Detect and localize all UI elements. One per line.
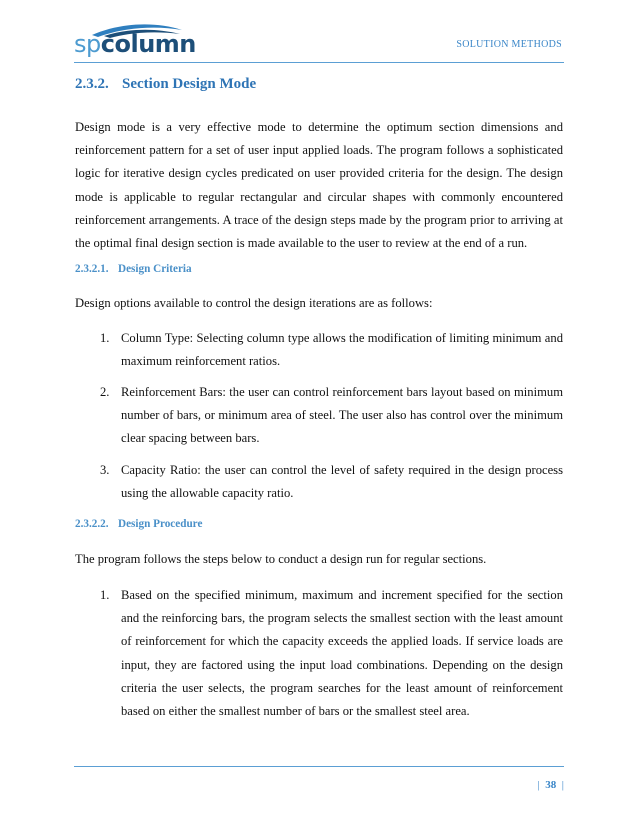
- footer-rule: [74, 766, 564, 767]
- header-section-title: SOLUTION METHODS: [456, 39, 562, 50]
- page-separator: |: [561, 779, 564, 791]
- procedure-lead: The program follows the steps below to conduct a design run for regular sections.: [75, 552, 487, 566]
- page-number: [538, 779, 564, 791]
- criteria-lead: Design options available to control the design iterations are as follows:: [75, 296, 433, 310]
- list-item: [100, 381, 563, 451]
- logo-text: [74, 31, 196, 57]
- logo-prefix: sp: [74, 30, 101, 58]
- list-item: [100, 327, 563, 373]
- list-marker: 3.: [100, 463, 110, 477]
- list-marker: 1.: [100, 331, 110, 345]
- procedure-heading: [75, 518, 202, 530]
- section-title: Section Design Mode: [122, 76, 257, 92]
- criteria-title: Design Criteria: [118, 263, 192, 275]
- page-separator: |: [537, 779, 540, 791]
- page-number-value: 38: [545, 779, 557, 791]
- list-item-text: Based on the specified minimum, maximum and increment specified for the section and the reinforcing bars, the program selects the smallest section with the least amount of reinforcement for which the capacity exceeds the applied loads. If service loads are input, they are factored using the input load combinations. Depending on the design criteria the user selects, the program searches for the least amount of reinforcement based on either the smallest number of bars or the smallest steel area.: [121, 588, 563, 719]
- list-item-text: Column Type: Selecting column type allows the modification of limiting minimum and maximum reinforcement ratios.: [121, 331, 563, 369]
- criteria-number: 2.3.2.1.: [75, 263, 109, 275]
- logo-name: column: [100, 30, 196, 58]
- section-heading: [75, 76, 256, 93]
- list-item-text: Capacity Ratio: the user can control the level of safety required in the design process using the allowable capacity ratio.: [121, 463, 563, 501]
- procedure-title: Design Procedure: [118, 518, 203, 530]
- procedure-number: 2.3.2.2.: [75, 518, 109, 530]
- list-marker: 1.: [100, 588, 110, 602]
- list-item-text: Reinforcement Bars: the user can control reinforcement bars layout based on minimum number of bars, or minimum area of steel. The user also has control over the minimum clear spacing between bars.: [121, 385, 563, 446]
- section-number: 2.3.2.: [75, 76, 109, 92]
- criteria-heading: [75, 263, 192, 275]
- list-item: [100, 584, 563, 723]
- list-item: [100, 459, 563, 505]
- header-rule: [74, 62, 564, 63]
- spcolumn-logo: [74, 22, 196, 58]
- list-marker: 2.: [100, 385, 110, 399]
- intro-paragraph: Design mode is a very effective mode to determine the optimum section dimensions and reinforcement pattern for a set of user input applied loads. The program follows a sophisticated logic for iterative design cycles predicated on user provided criteria for the design. The design mode is applicable to regular rectangular and circular shapes with commonly encountered reinforcement arrangements. A trace of the design steps made by the program prior to arriving at the optimal final design section is made available to the user to review at the end of a run.: [75, 120, 563, 251]
